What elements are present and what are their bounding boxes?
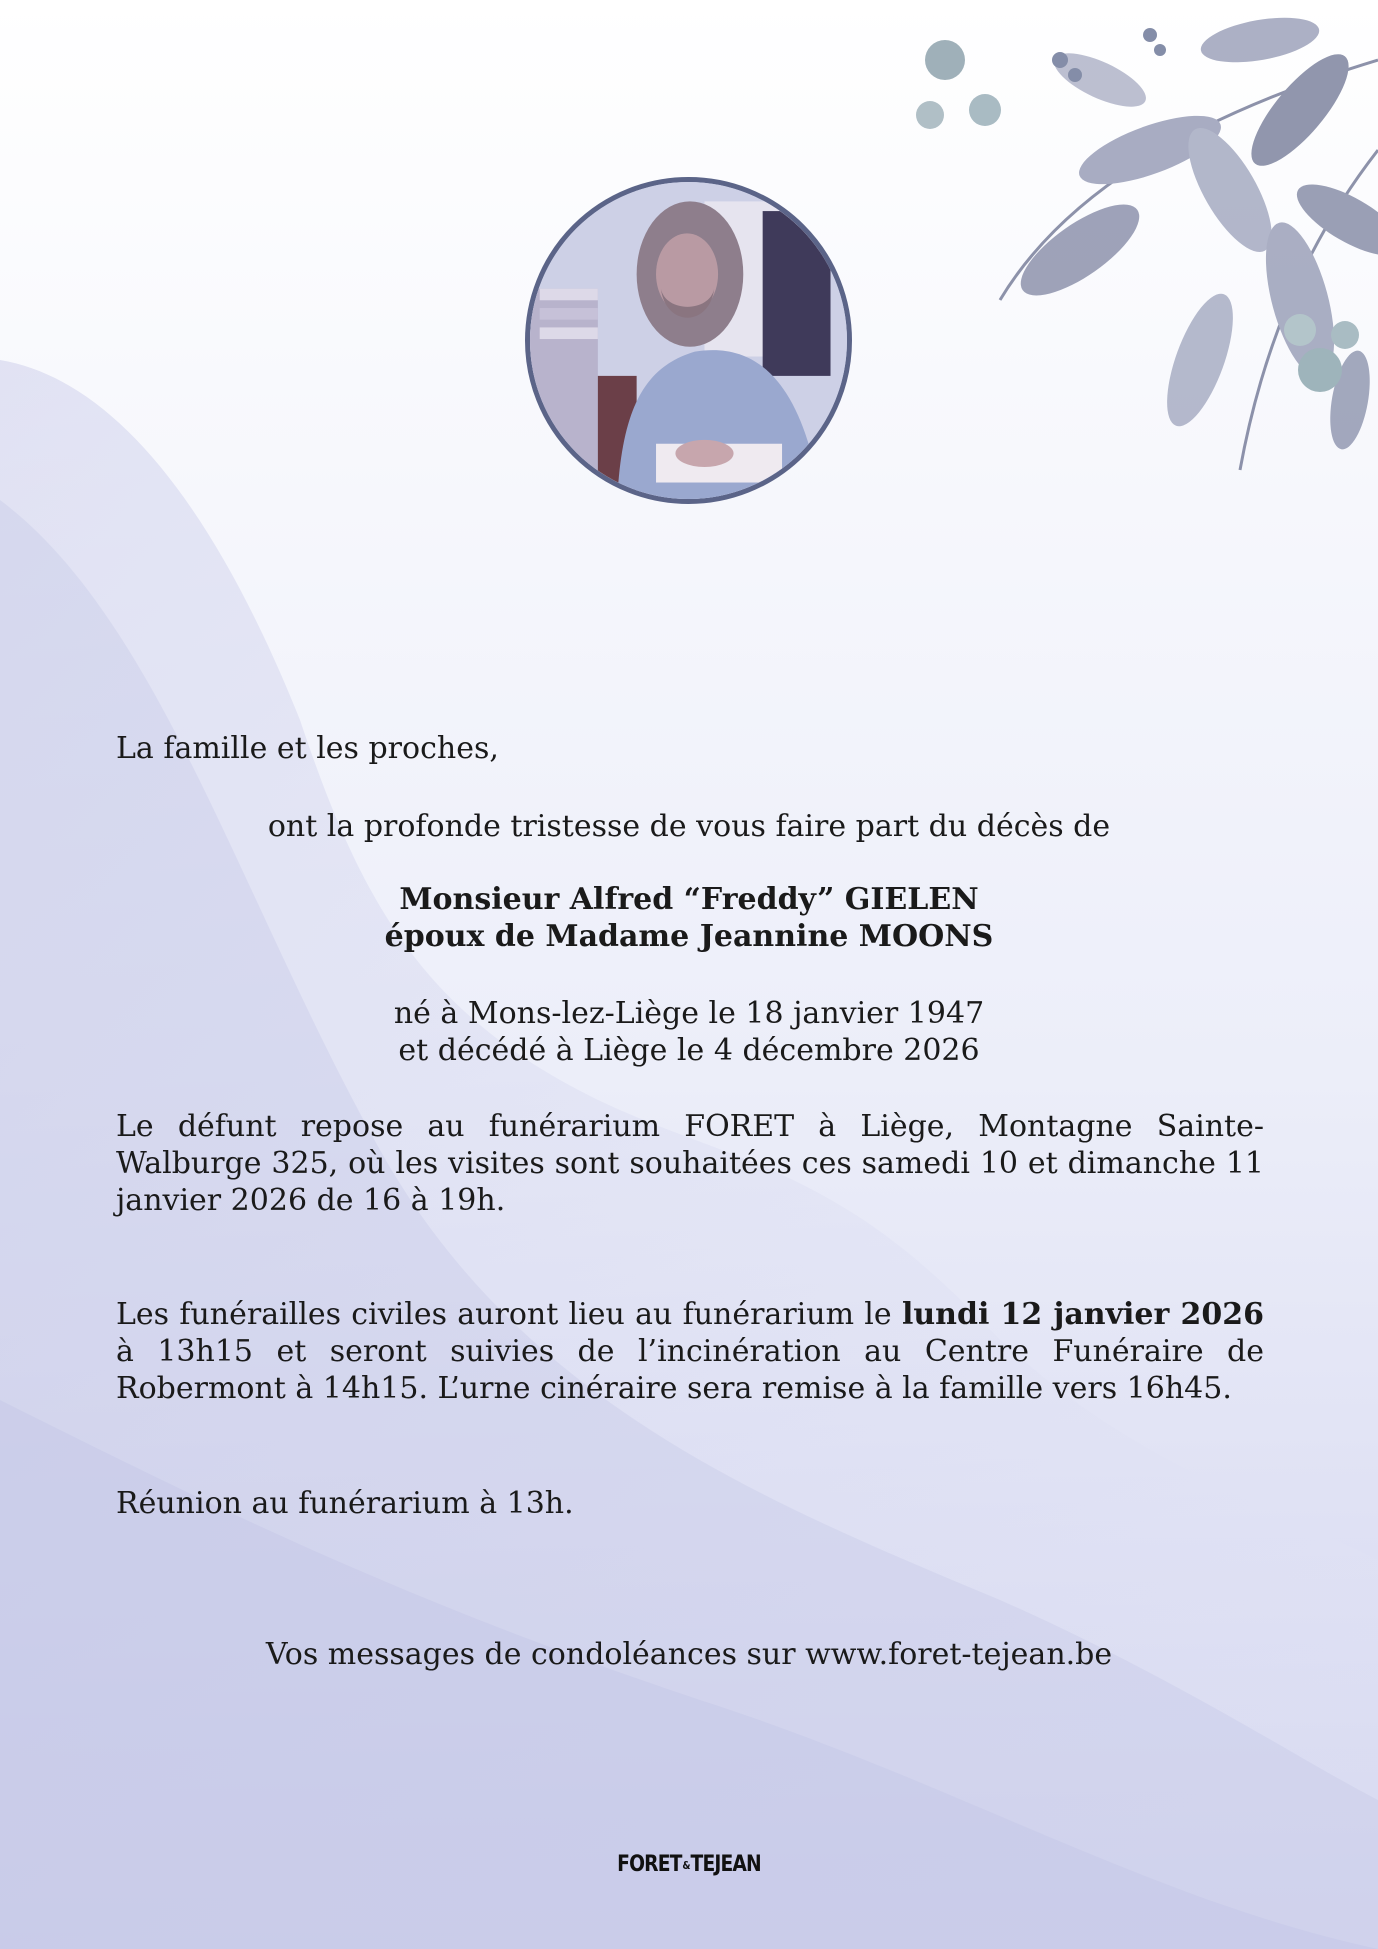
funeral-text-end: à 13h15 et seront suivies de l’incinération au Centre Funéraire de Robermont à 14h15. L’urne cinéraire sera remise à la famille vers 16h45. bbox=[116, 1334, 1264, 1406]
logo-part1: FORET bbox=[617, 1852, 682, 1877]
deceased-name: Monsieur Alfred “Freddy” GIELEN bbox=[399, 882, 979, 917]
portrait-photo bbox=[525, 177, 852, 504]
funeral-text-start: Les funérailles civiles auront lieu au funérarium le bbox=[116, 1297, 902, 1332]
funeral-paragraph bbox=[116, 1296, 1264, 1407]
logo-part2: TEJEAN bbox=[690, 1852, 761, 1877]
visit-paragraph: Le défunt repose au funérarium FORET à Liège, Montagne Sainte-Walburge 325, où les visites sont souhaitées ces samedi 10 et dimanche 11 janvier 2026 de 16 à 19h. bbox=[116, 1109, 1264, 1218]
funeral-home-logo bbox=[103, 1852, 1274, 1877]
meeting-text: Réunion au funérarium à 13h. bbox=[116, 1486, 574, 1521]
portrait-illustration bbox=[530, 182, 847, 499]
birth-line: né à Mons-lez-Liège le 18 janvier 1947 bbox=[393, 996, 985, 1031]
death-line: et décédé à Liège le 4 décembre 2026 bbox=[398, 1033, 980, 1068]
funeral-date: lundi 12 janvier 2026 bbox=[901, 1297, 1264, 1332]
intro-text: La famille et les proches, bbox=[116, 731, 499, 766]
logo-ampersand: & bbox=[682, 1858, 690, 1872]
deceased-name-block bbox=[0, 881, 1378, 955]
announcement-text: ont la profonde tristesse de vous faire part du décès de bbox=[267, 809, 1111, 844]
dates-block bbox=[0, 995, 1378, 1069]
condolences-text: Vos messages de condoléances sur www.foret-tejean.be bbox=[265, 1637, 1113, 1672]
spouse-line: époux de Madame Jeannine MOONS bbox=[384, 919, 994, 954]
